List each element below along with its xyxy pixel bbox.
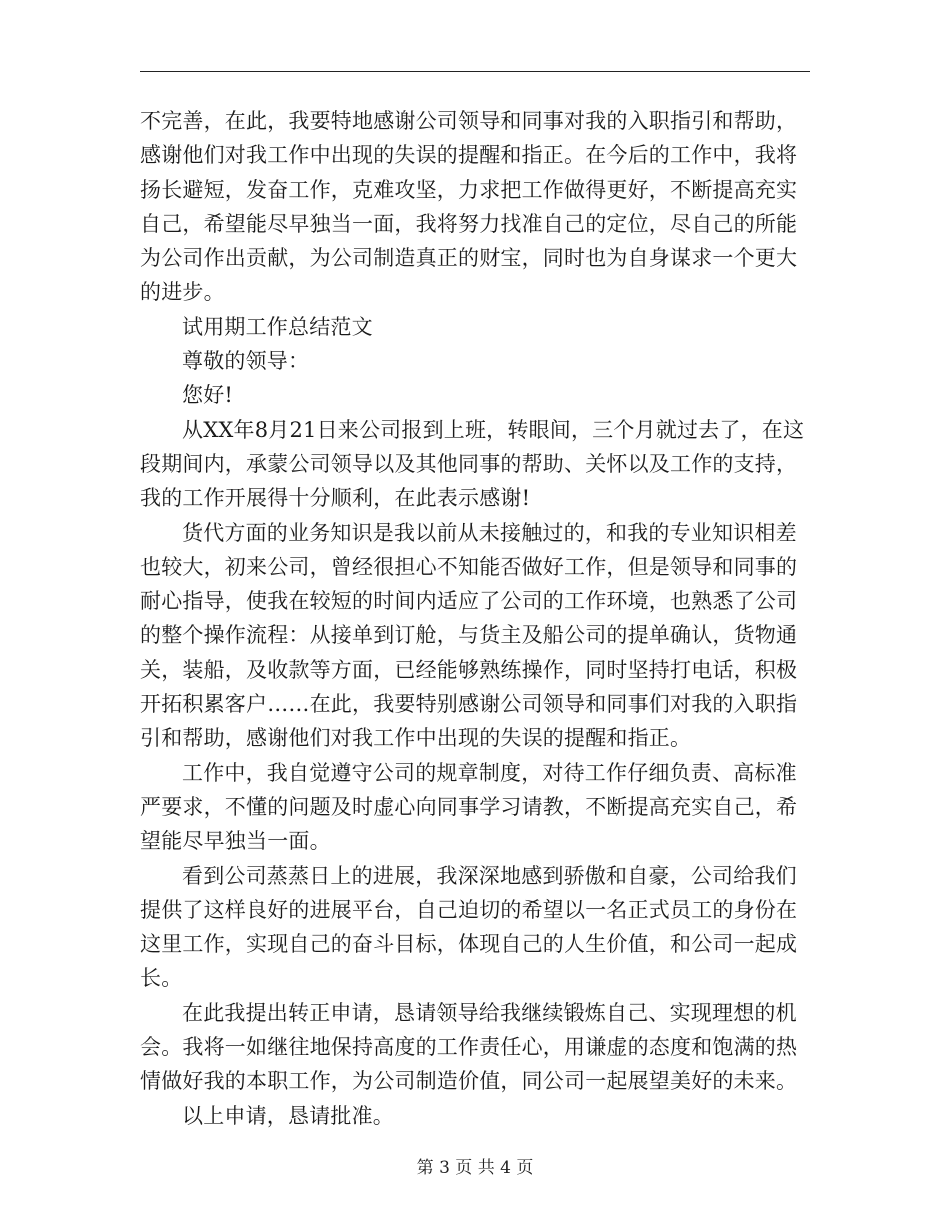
- greeting: 您好!: [182, 383, 234, 408]
- document-subtitle: 试用期工作总结范文: [182, 314, 373, 339]
- paragraph: 从XX年8月21日来公司报到上班，转眼间，三个月就过去了，在这段期间内，承蒙公司领导以及其他同事的帮助、关怀以及工作的支持，我的工作开展得十分顺利，在此表示感谢!: [140, 417, 805, 511]
- document-body: [140, 104, 812, 1133]
- page-number-footer: 第 3 页 共 4 页: [416, 1158, 534, 1178]
- closing-line: 以上申请，恳请批准。: [182, 1103, 394, 1128]
- paragraph-continuation: 不完善，在此，我要特地感谢公司领导和同事对我的入职指引和帮助，感谢他们对我工作中出现的失误的提醒和指正。在今后的工作中，我将扬长避短，发奋工作，克难攻坚，力求把工作做得更好，不断提高充实自己，希望能尽早独当一面，我将努力找准自己的定位，尽自己的所能为公司作出贡献，为公司制造真正的财宝，同时也为自身谋求一个更大的进步。: [140, 109, 798, 305]
- header-rule: [140, 71, 810, 72]
- paragraph: 工作中，我自觉遵守公司的规章制度，对待工作仔细负责、高标准严要求，不懂的问题及时虚心向同事学习请教，不断提高充实自己，希望能尽早独当一面。: [140, 760, 798, 854]
- paragraph: 在此我提出转正申请，恳请领导给我继续锻炼自己、实现理想的机会。我将一如继往地保持高度的工作责任心，用谦虚的态度和饱满的热情做好我的本职工作，为公司制造价值，同公司一起展望美好的未来。: [140, 1000, 798, 1094]
- paragraph: 看到公司蒸蒸日上的进展，我深深地感到骄傲和自豪，公司给我们提供了这样良好的进展平台，自己迫切的希望以一名正式员工的身份在这里工作，实现自己的奋斗目标，体现自己的人生价值，和公司一起成长。: [140, 863, 798, 991]
- paragraph: 货代方面的业务知识是我以前从未接触过的，和我的专业知识相差也较大，初来公司，曾经很担心不知能否做好工作，但是领导和同事的耐心指导，使我在较短的时间内适应了公司的工作环境，也熟悉了公司的整个操作流程：从接单到订舱，与货主及船公司的提单确认，货物通关，装船，及收款等方面，已经能够熟练操作，同时坚持打电话，积极开拓积累客户……在此，我要特别感谢公司领导和同事们对我的入职指引和帮助，感谢他们对我工作中出现的失误的提醒和指正。: [140, 520, 798, 751]
- salutation: 尊敬的领导：: [182, 349, 310, 374]
